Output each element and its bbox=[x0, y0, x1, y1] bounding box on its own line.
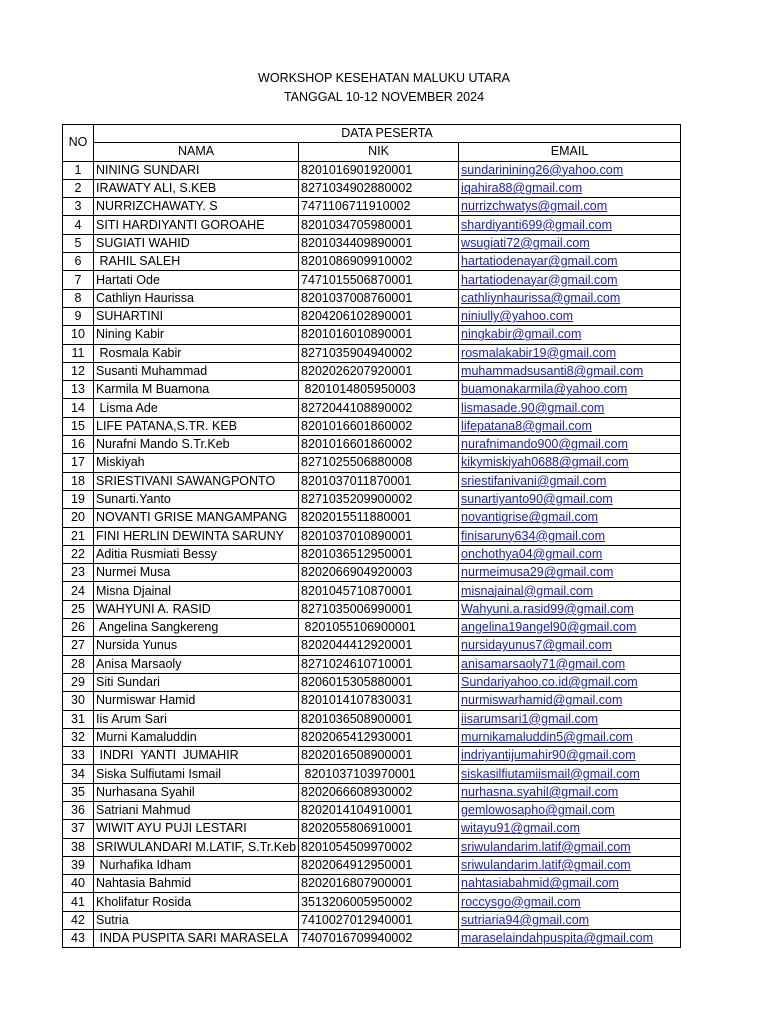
participant-nik: 8202065412930001 bbox=[299, 728, 459, 746]
table-row bbox=[63, 710, 681, 728]
row-number: 22 bbox=[63, 545, 94, 563]
table-row bbox=[63, 472, 681, 490]
participant-nik: 8272044108890002 bbox=[299, 399, 459, 417]
email-link[interactable]: finisaruny634@gmail.com bbox=[461, 528, 606, 543]
email-link[interactable]: kikymiskiyah0688@gmail.com bbox=[461, 455, 629, 470]
table-row bbox=[63, 234, 681, 252]
table-row bbox=[63, 362, 681, 380]
participant-name: Miskiyah bbox=[94, 454, 299, 472]
email-link[interactable]: muhammadsusanti8@gmail.com bbox=[461, 364, 644, 378]
email-link[interactable]: maraselaindahpuspita@gmail.com bbox=[461, 931, 653, 946]
participant-name: INDRI YANTI JUMAHIR bbox=[94, 747, 299, 765]
table-row bbox=[63, 326, 681, 344]
participant-name: NOVANTI GRISE MANGAMPANG bbox=[94, 509, 299, 527]
participant-name: INDA PUSPITA SARI MARASELA bbox=[94, 930, 299, 948]
email-cell bbox=[459, 655, 681, 673]
email-cell bbox=[459, 381, 681, 399]
email-link[interactable]: anisamarsaoly71@gmail.com bbox=[461, 656, 626, 671]
row-number: 28 bbox=[63, 655, 94, 673]
participant-name: Hartati Ode bbox=[94, 271, 299, 289]
header-row-group bbox=[63, 125, 681, 143]
email-cell bbox=[459, 179, 681, 197]
participant-nik: 8271025506880008 bbox=[299, 454, 459, 472]
table-row bbox=[63, 655, 681, 673]
participant-nik: 8201016601860002 bbox=[299, 417, 459, 435]
participant-name: Nurhafika Idham bbox=[94, 856, 299, 874]
row-number: 37 bbox=[63, 820, 94, 838]
participant-nik: 8201016901920001 bbox=[299, 161, 459, 179]
row-number: 43 bbox=[63, 930, 94, 948]
row-number: 17 bbox=[63, 454, 94, 472]
table-row bbox=[63, 637, 681, 655]
email-cell bbox=[459, 838, 681, 856]
participant-nik: 8201037008760001 bbox=[299, 289, 459, 307]
participant-name: Angelina Sangkereng bbox=[94, 619, 299, 637]
email-cell bbox=[459, 216, 681, 234]
participant-name: SRIWULANDARI M.LATIF, S.Tr.Keb bbox=[94, 838, 299, 856]
row-number: 20 bbox=[63, 509, 94, 527]
header-row-columns bbox=[63, 143, 681, 161]
email-cell bbox=[459, 692, 681, 710]
email-cell bbox=[459, 875, 681, 893]
table-header bbox=[63, 125, 681, 162]
row-number: 23 bbox=[63, 564, 94, 582]
participant-table bbox=[62, 124, 681, 948]
email-cell bbox=[459, 417, 681, 435]
participant-nik: 8202066608930002 bbox=[299, 783, 459, 801]
email-cell bbox=[459, 472, 681, 490]
participant-nik: 8201014107830031 bbox=[299, 692, 459, 710]
row-number: 36 bbox=[63, 801, 94, 819]
row-number: 12 bbox=[63, 362, 94, 380]
table-row bbox=[63, 490, 681, 508]
email-link[interactable]: angelina19angel90@gmail.com bbox=[461, 620, 637, 635]
email-cell bbox=[459, 326, 681, 344]
email-cell bbox=[459, 673, 681, 691]
row-number: 29 bbox=[63, 673, 94, 691]
email-link[interactable]: nahtasiabahmid@gmail.com bbox=[461, 876, 619, 891]
participant-nik: 8201016010890001 bbox=[299, 326, 459, 344]
participant-name: Lisma Ade bbox=[94, 399, 299, 417]
participant-name: Karmila M Buamona bbox=[94, 381, 299, 399]
email-link[interactable]: nurhasna.syahil@gmail.com bbox=[461, 784, 619, 799]
participant-name: Nahtasia Bahmid bbox=[94, 875, 299, 893]
participant-name: Susanti Muhammad bbox=[94, 362, 299, 380]
email-link[interactable]: ningkabir@gmail.com bbox=[461, 327, 582, 342]
email-cell bbox=[459, 289, 681, 307]
row-number: 31 bbox=[63, 710, 94, 728]
participant-name: Nurmei Musa bbox=[94, 564, 299, 582]
participant-nik: 8201037010890001 bbox=[299, 527, 459, 545]
table-row bbox=[63, 564, 681, 582]
table-row bbox=[63, 253, 681, 271]
participant-name: Iis Arum Sari bbox=[94, 710, 299, 728]
participant-nik: 8271035904940002 bbox=[299, 344, 459, 362]
participant-nik: 7471015506870001 bbox=[299, 271, 459, 289]
participant-name: WIWIT AYU PUJI LESTARI bbox=[94, 820, 299, 838]
email-cell bbox=[459, 436, 681, 454]
document-title: WORKSHOP KESEHATAN MALUKU UTARA bbox=[258, 71, 510, 85]
participant-nik: 8202016508900001 bbox=[299, 747, 459, 765]
email-cell bbox=[459, 399, 681, 417]
table-row bbox=[63, 619, 681, 637]
participant-name: FINI HERLIN DEWINTA SARUNY bbox=[94, 527, 299, 545]
participant-name: Nurafni Mando S.Tr.Keb bbox=[94, 436, 299, 454]
table-row bbox=[63, 600, 681, 618]
table-row bbox=[63, 801, 681, 819]
email-link[interactable]: nursidayunus7@gmail.com bbox=[461, 638, 612, 653]
table-row bbox=[63, 509, 681, 527]
participant-nik: 8202016807900001 bbox=[299, 875, 459, 893]
email-cell bbox=[459, 893, 681, 911]
header-nama: NAMA bbox=[94, 143, 299, 161]
row-number: 8 bbox=[63, 289, 94, 307]
email-cell bbox=[459, 747, 681, 765]
row-number: 39 bbox=[63, 856, 94, 874]
email-link[interactable]: siskasilfiutamiismail@gmail.com bbox=[461, 766, 640, 781]
participant-name: Cathliyn Haurissa bbox=[94, 289, 299, 307]
table-row bbox=[63, 417, 681, 435]
table-row bbox=[63, 911, 681, 929]
participant-nik: 8202026207920001 bbox=[299, 362, 459, 380]
row-number: 34 bbox=[63, 765, 94, 783]
participant-name: Murni Kamaluddin bbox=[94, 728, 299, 746]
row-number: 6 bbox=[63, 253, 94, 271]
row-number: 25 bbox=[63, 600, 94, 618]
row-number: 33 bbox=[63, 747, 94, 765]
row-number: 5 bbox=[63, 234, 94, 252]
row-number: 21 bbox=[63, 527, 94, 545]
table-row bbox=[63, 454, 681, 472]
email-link[interactable]: iisarumsari1@gmail.com bbox=[461, 711, 599, 726]
email-cell bbox=[459, 253, 681, 271]
email-link[interactable]: murnikamaluddin5@gmail.com bbox=[461, 729, 633, 744]
row-number: 3 bbox=[63, 198, 94, 216]
participant-name: IRAWATY ALI, S.KEB bbox=[94, 179, 299, 197]
participant-name: Kholifatur Rosida bbox=[94, 893, 299, 911]
email-cell bbox=[459, 509, 681, 527]
participant-name: RAHIL SALEH bbox=[94, 253, 299, 271]
email-cell bbox=[459, 198, 681, 216]
participant-name: SRIESTIVANI SAWANGPONTO bbox=[94, 472, 299, 490]
table-row bbox=[63, 436, 681, 454]
table-row bbox=[63, 673, 681, 691]
row-number: 40 bbox=[63, 875, 94, 893]
table-row bbox=[63, 289, 681, 307]
email-link[interactable]: niniully@yahoo.com bbox=[461, 309, 574, 324]
email-link[interactable]: rosmalakabir19@gmail.com bbox=[461, 345, 617, 360]
row-number: 18 bbox=[63, 472, 94, 490]
email-cell bbox=[459, 801, 681, 819]
row-number: 26 bbox=[63, 619, 94, 637]
email-cell bbox=[459, 271, 681, 289]
email-link[interactable]: onchothya04@gmail.com bbox=[461, 546, 603, 561]
participant-nik: 8271034902880002 bbox=[299, 179, 459, 197]
email-link[interactable]: Wahyuni.a.rasid99@gmail.com bbox=[461, 601, 634, 616]
participant-nik: 8201036508900001 bbox=[299, 710, 459, 728]
participant-nik: 8201034409890001 bbox=[299, 234, 459, 252]
participant-nik: 8201037103970001 bbox=[299, 765, 459, 783]
row-number: 42 bbox=[63, 911, 94, 929]
email-cell bbox=[459, 582, 681, 600]
participant-name: NURRIZCHAWATY. S bbox=[94, 198, 299, 216]
participant-nik: 3513206005950002 bbox=[299, 893, 459, 911]
participant-nik: 8202044412920001 bbox=[299, 637, 459, 655]
participant-nik: 8202055806910001 bbox=[299, 820, 459, 838]
participant-name: SUGIATI WAHID bbox=[94, 234, 299, 252]
email-cell bbox=[459, 344, 681, 362]
participant-name: WAHYUNI A. RASID bbox=[94, 600, 299, 618]
row-number: 13 bbox=[63, 381, 94, 399]
email-link[interactable]: novantigrise@gmail.com bbox=[461, 510, 599, 525]
participant-name: Misna Djainal bbox=[94, 582, 299, 600]
participant-name: Rosmala Kabir bbox=[94, 344, 299, 362]
document-date: TANGGAL 10-12 NOVEMBER 2024 bbox=[283, 90, 485, 104]
email-cell bbox=[459, 307, 681, 325]
email-link[interactable]: sriwulandarim.latif@gmail.com bbox=[461, 858, 631, 873]
header-no: NO bbox=[63, 125, 94, 162]
table-row bbox=[63, 307, 681, 325]
email-link[interactable]: roccysgo@gmail.com bbox=[461, 894, 581, 909]
email-link[interactable]: sriestifanivani@gmail.com bbox=[461, 473, 607, 488]
email-link[interactable]: nurafnimando900@gmail.com bbox=[461, 437, 628, 452]
email-cell bbox=[459, 930, 681, 948]
row-number: 19 bbox=[63, 490, 94, 508]
table-body bbox=[63, 161, 681, 948]
table-row bbox=[63, 198, 681, 216]
email-cell bbox=[459, 234, 681, 252]
row-number: 4 bbox=[63, 216, 94, 234]
table-row bbox=[63, 399, 681, 417]
participant-name: Nurhasana Syahil bbox=[94, 783, 299, 801]
table-row bbox=[63, 179, 681, 197]
participant-nik: 8201016601860002 bbox=[299, 436, 459, 454]
email-link[interactable]: indriyantijumahir90@gmail.com bbox=[461, 748, 636, 763]
email-link[interactable]: sundarinining26@yahoo.com bbox=[461, 162, 624, 177]
participant-nik: 8206015305880001 bbox=[299, 673, 459, 691]
participant-nik: 7471106711910002 bbox=[299, 198, 459, 216]
participant-nik: 8271024610710001 bbox=[299, 655, 459, 673]
participant-nik: 8201086909910002 bbox=[299, 253, 459, 271]
participant-nik: 8201037011870001 bbox=[299, 472, 459, 490]
email-link[interactable]: misnajainal@gmail.com bbox=[461, 583, 594, 598]
email-cell bbox=[459, 637, 681, 655]
participant-name: Satriani Mahmud bbox=[94, 801, 299, 819]
participant-name: Siti Sundari bbox=[94, 673, 299, 691]
participant-name: SUHARTINI bbox=[94, 307, 299, 325]
participant-name: Aditia Rusmiati Bessy bbox=[94, 545, 299, 563]
email-link[interactable]: buamonakarmila@yahoo.com bbox=[461, 382, 628, 397]
participant-nik: 7410027012940001 bbox=[299, 911, 459, 929]
participant-nik: 8201055106900001 bbox=[299, 619, 459, 637]
email-cell bbox=[459, 362, 681, 380]
participant-nik: 8202066904920003 bbox=[299, 564, 459, 582]
table-row bbox=[63, 161, 681, 179]
table-row bbox=[63, 783, 681, 801]
table-row bbox=[63, 582, 681, 600]
table-row bbox=[63, 838, 681, 856]
table-row bbox=[63, 820, 681, 838]
row-number: 35 bbox=[63, 783, 94, 801]
email-cell bbox=[459, 545, 681, 563]
row-number: 32 bbox=[63, 728, 94, 746]
table-row bbox=[63, 216, 681, 234]
participant-name: Anisa Marsaoly bbox=[94, 655, 299, 673]
table-row bbox=[63, 893, 681, 911]
email-link[interactable]: gemlowosapho@gmail.com bbox=[461, 803, 615, 818]
email-cell bbox=[459, 564, 681, 582]
participant-nik: 8271035006990001 bbox=[299, 600, 459, 618]
row-number: 2 bbox=[63, 179, 94, 197]
email-link[interactable]: Sundariyahoo.co.id@gmail.com bbox=[461, 675, 638, 690]
participant-name: Sunarti.Yanto bbox=[94, 490, 299, 508]
email-cell bbox=[459, 710, 681, 728]
table-row bbox=[63, 527, 681, 545]
email-link[interactable]: sutriaria94@gmail.com bbox=[461, 912, 590, 927]
participant-name: Nursida Yunus bbox=[94, 637, 299, 655]
email-link[interactable]: iqahira88@gmail.com bbox=[461, 181, 583, 196]
email-cell bbox=[459, 856, 681, 874]
participant-nik: 8202064912950001 bbox=[299, 856, 459, 874]
table-row bbox=[63, 344, 681, 362]
row-number: 9 bbox=[63, 307, 94, 325]
email-link[interactable]: lismasade.90@gmail.com bbox=[461, 400, 605, 415]
participant-name: Sutria bbox=[94, 911, 299, 929]
row-number: 7 bbox=[63, 271, 94, 289]
row-number: 16 bbox=[63, 436, 94, 454]
row-number: 24 bbox=[63, 582, 94, 600]
email-link[interactable]: cathliynhaurissa@gmail.com bbox=[461, 290, 621, 305]
email-cell bbox=[459, 454, 681, 472]
participant-nik: 8202014104910001 bbox=[299, 801, 459, 819]
email-cell bbox=[459, 728, 681, 746]
participant-nik: 8271035209900002 bbox=[299, 490, 459, 508]
email-cell bbox=[459, 619, 681, 637]
row-number: 38 bbox=[63, 838, 94, 856]
participant-name: SITI HARDIYANTI GOROAHE bbox=[94, 216, 299, 234]
table-row bbox=[63, 765, 681, 783]
participant-name: Siska Sulfiutami Ismail bbox=[94, 765, 299, 783]
row-number: 11 bbox=[63, 344, 94, 362]
participant-nik: 8201054509970002 bbox=[299, 838, 459, 856]
header-data-peserta: DATA PESERTA bbox=[94, 125, 681, 143]
row-number: 15 bbox=[63, 417, 94, 435]
email-cell bbox=[459, 911, 681, 929]
table-row bbox=[63, 728, 681, 746]
table-row bbox=[63, 856, 681, 874]
email-link[interactable]: hartatiodenayar@gmail.com bbox=[461, 254, 618, 269]
email-link[interactable]: nurmiswarhamid@gmail.com bbox=[461, 693, 623, 708]
table-row bbox=[63, 271, 681, 289]
email-cell bbox=[459, 820, 681, 838]
participant-name: LIFE PATANA,S.TR. KEB bbox=[94, 417, 299, 435]
table-row bbox=[63, 747, 681, 765]
email-cell bbox=[459, 490, 681, 508]
participant-nik: 7407016709940002 bbox=[299, 930, 459, 948]
participant-nik: 8201034705980001 bbox=[299, 216, 459, 234]
participant-nik: 8202015511880001 bbox=[299, 509, 459, 527]
row-number: 41 bbox=[63, 893, 94, 911]
row-number: 1 bbox=[63, 161, 94, 179]
email-cell bbox=[459, 783, 681, 801]
email-cell bbox=[459, 161, 681, 179]
table-row bbox=[63, 692, 681, 710]
email-link[interactable]: witayu91@gmail.com bbox=[461, 821, 581, 836]
row-number: 27 bbox=[63, 637, 94, 655]
email-link[interactable]: lifepatana8@gmail.com bbox=[461, 418, 592, 433]
table-row bbox=[63, 381, 681, 399]
email-link[interactable]: nurrizchwatys@gmail.com bbox=[461, 199, 608, 214]
table-row bbox=[63, 875, 681, 893]
row-number: 14 bbox=[63, 399, 94, 417]
email-link[interactable]: shardiyanti699@gmail.com bbox=[461, 217, 612, 232]
email-link[interactable]: wsugiati72@gmail.com bbox=[461, 235, 590, 250]
email-link[interactable]: nurmeimusa29@gmail.com bbox=[461, 565, 614, 580]
email-cell bbox=[459, 600, 681, 618]
email-cell bbox=[459, 765, 681, 783]
header-nik: NIK bbox=[299, 143, 459, 161]
email-link[interactable]: hartatiodenayar@gmail.com bbox=[461, 272, 618, 287]
row-number: 30 bbox=[63, 692, 94, 710]
participant-name: Nining Kabir bbox=[94, 326, 299, 344]
row-number: 10 bbox=[63, 326, 94, 344]
table-row bbox=[63, 930, 681, 948]
table-row bbox=[63, 545, 681, 563]
participant-nik: 8201045710870001 bbox=[299, 582, 459, 600]
participant-nik: 8201014805950003 bbox=[299, 381, 459, 399]
participant-nik: 8201036512950001 bbox=[299, 545, 459, 563]
email-cell bbox=[459, 527, 681, 545]
participant-nik: 8204206102890001 bbox=[299, 307, 459, 325]
header-email: EMAIL bbox=[459, 143, 681, 161]
email-link[interactable]: sunartiyanto90@gmail.com bbox=[461, 492, 613, 507]
participant-name: Nurmiswar Hamid bbox=[94, 692, 299, 710]
email-link[interactable]: sriwulandarim.latif@gmail.com bbox=[461, 839, 631, 854]
participant-name: NINING SUNDARI bbox=[94, 161, 299, 179]
